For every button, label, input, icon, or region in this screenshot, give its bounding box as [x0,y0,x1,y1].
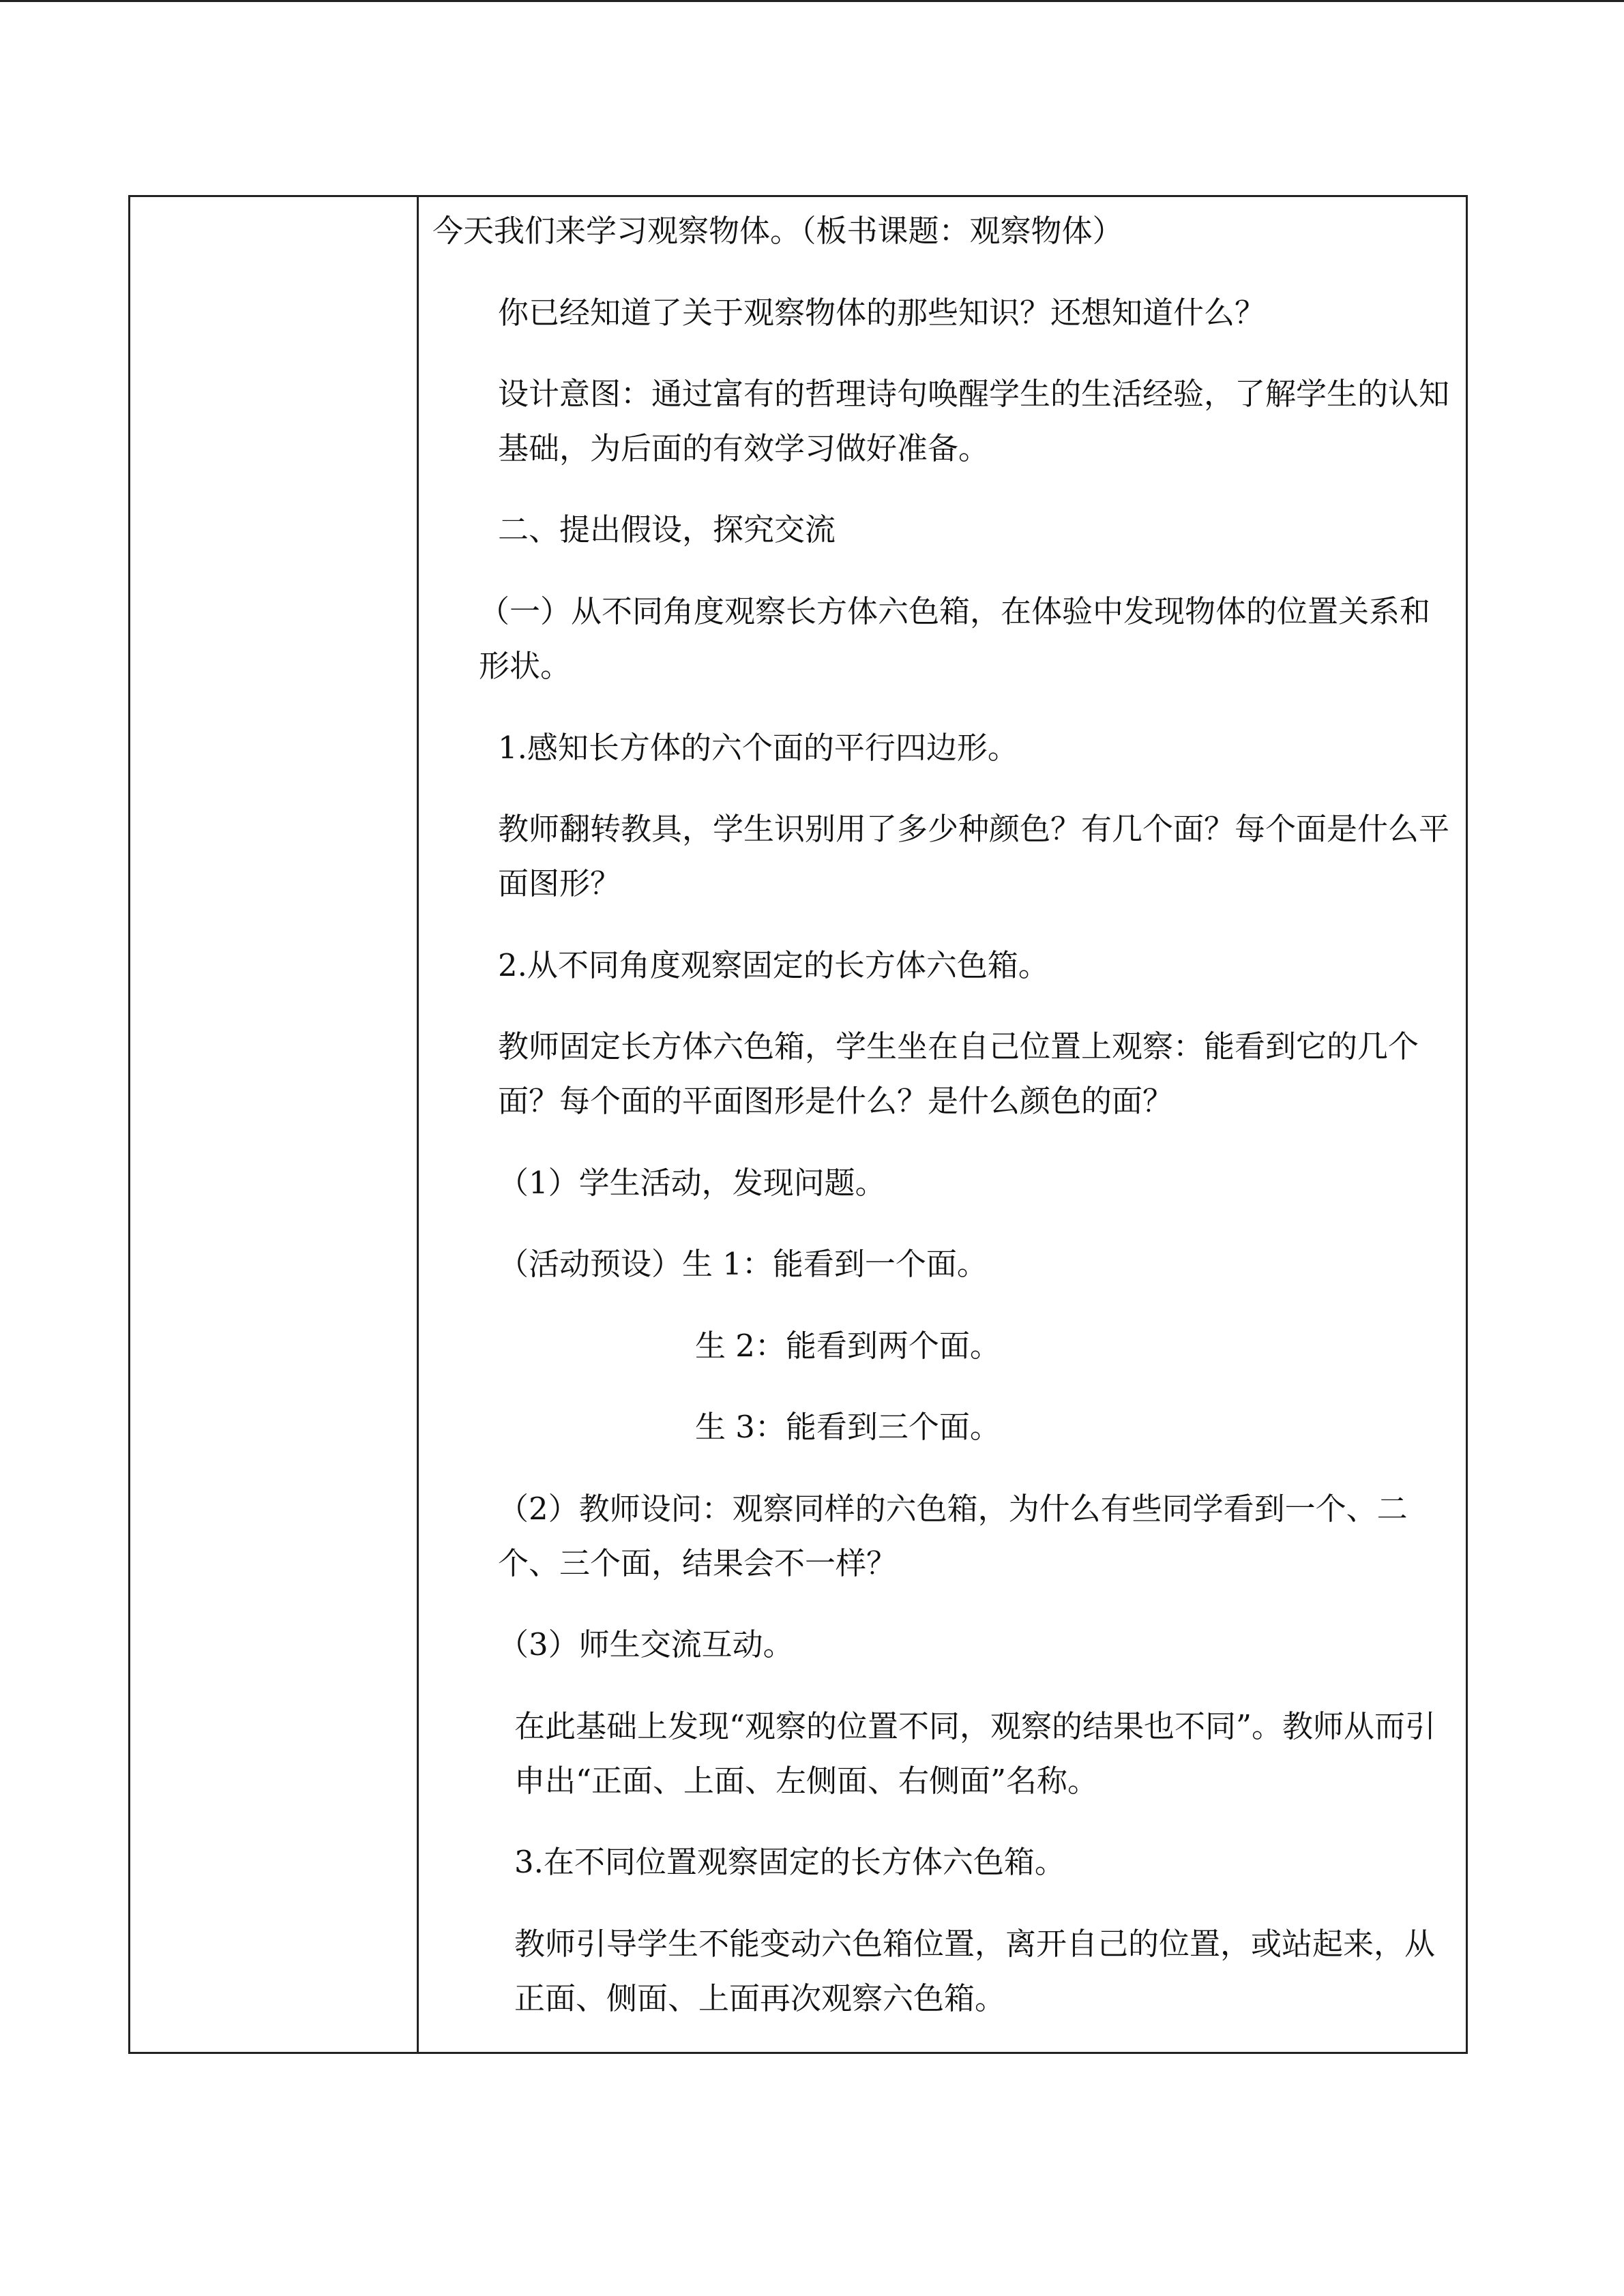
paragraph-teacher-flip: 教师翻转教具，学生识别用了多少种颜色？有几个面？每个面是什么平面图形？ [498,811,1450,901]
paragraph-design-intent: 设计意图：通过富有的哲理诗句唤醒学生的生活经验，了解学生的认知基础，为后面的有效学习做好准备。 [498,376,1450,466]
paragraph-teacher-question: （2）教师设问：观察同样的六色箱，为什么有些同学看到一个、二个、三个面，结果会不一样？ [498,1491,1408,1581]
paragraph-step-one: 1.感知长方体的六个面的平行四边形。 [498,730,1018,766]
paragraph-preset-three: 生 3：能看到三个面。 [695,1409,1001,1445]
top-border-line [0,0,1624,2]
paragraph-step-two: 2.从不同角度观察固定的长方体六色箱。 [498,947,1049,983]
paragraph-question: 你已经知道了关于观察物体的那些知识？还想知道什么？ [498,295,1266,331]
paragraph-step-three: 3.在不同位置观察固定的长方体六色箱。 [514,1844,1065,1880]
paragraph-preset-one: （活动预设）生 1：能看到一个面。 [498,1246,988,1282]
table-left-cell [130,197,419,2052]
paragraph-subsection-one: （一）从不同角度观察长方体六色箱，在体验中发现物体的位置关系和形状。 [479,593,1431,684]
paragraph-teacher-guide: 教师引导学生不能变动六色箱位置，离开自己的位置，或站起来，从正面、侧面、上面再次观察六色箱。 [514,1926,1436,2016]
paragraph-discovery: 在此基础上发现“观察的位置不同，观察的结果也不同”。教师从而引申出“正面、上面、左侧面、右侧面”名称。 [514,1708,1436,1799]
paragraph-intro-title: 今天我们来学习观察物体。（板书课题：观察物体） [432,213,1123,249]
paragraph-teacher-fix: 教师固定长方体六色箱，学生坐在自己位置上观察：能看到它的几个面？每个面的平面图形是什么？是什么颜色的面？ [498,1028,1419,1119]
paragraph-preset-two: 生 2：能看到两个面。 [695,1328,1001,1364]
paragraph-section-two: 二、提出假设，探究交流 [498,511,836,548]
paragraph-interaction: （3）师生交流互动。 [498,1626,794,1663]
paragraph-activity-one: （1）学生活动，发现问题。 [498,1165,886,1201]
